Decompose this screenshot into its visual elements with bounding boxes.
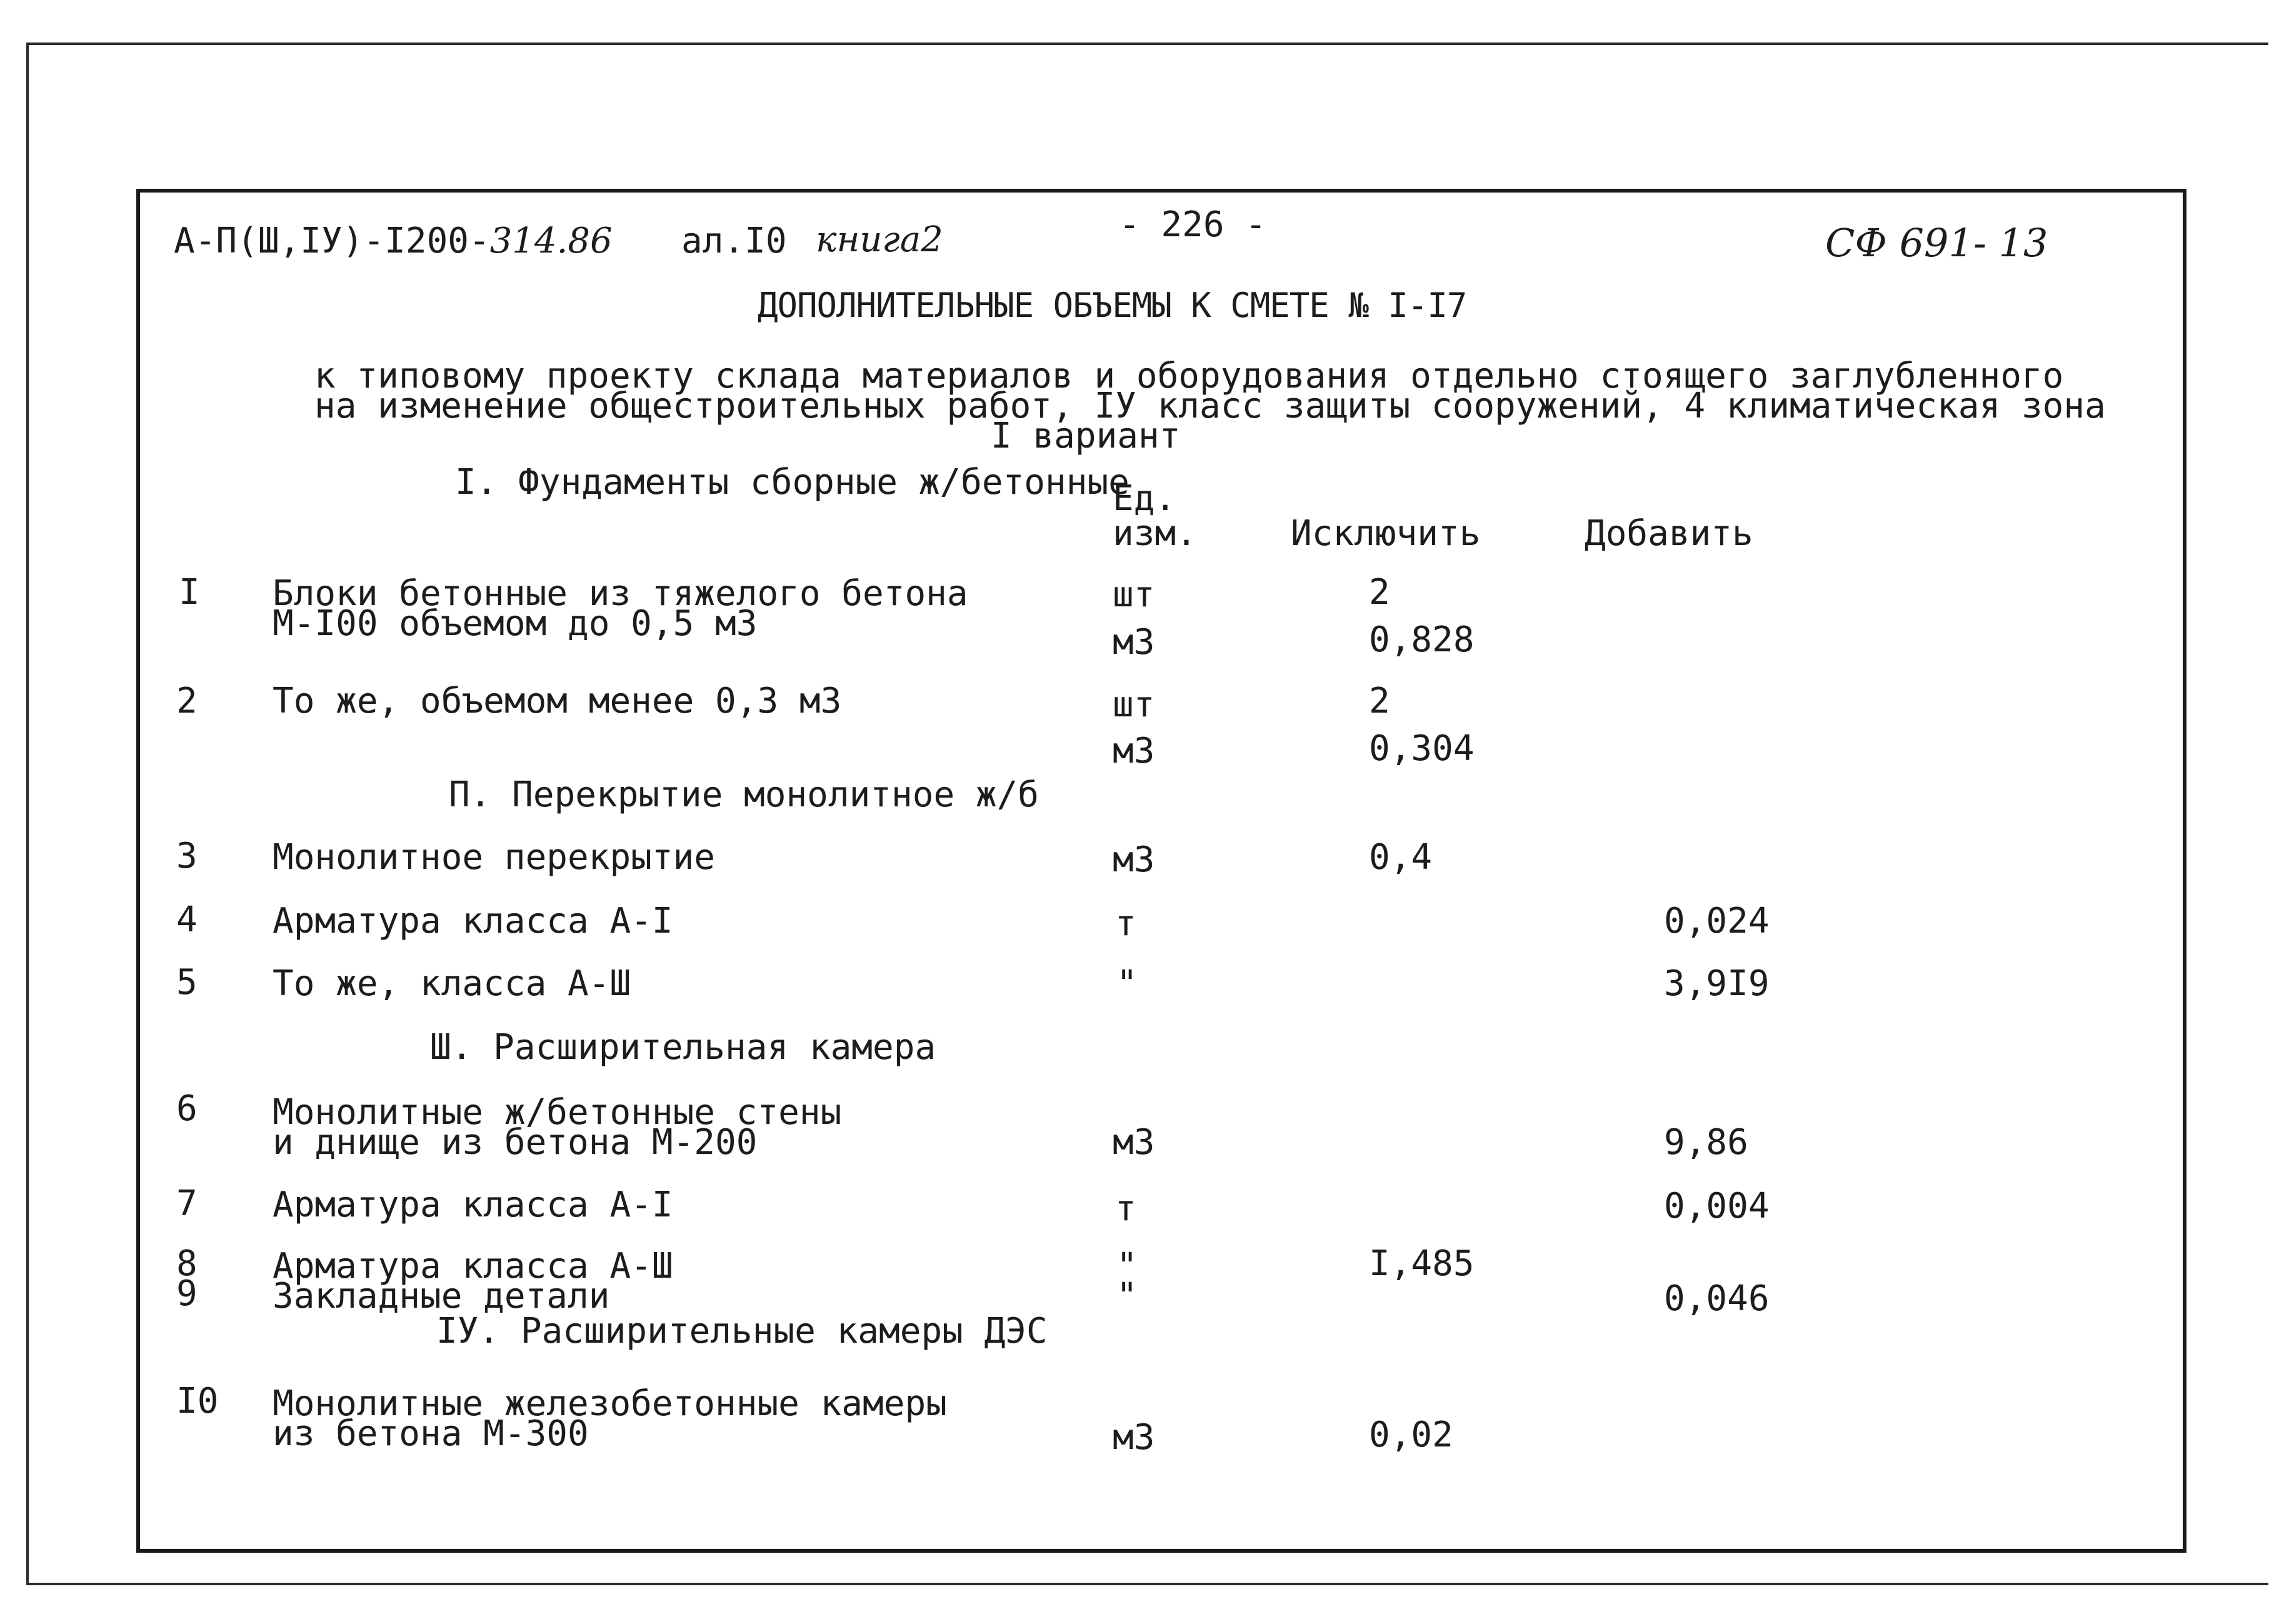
section-heading: IУ. Расширительные камеры ДЭС <box>436 1311 1048 1351</box>
subtitle-line-1: к типовому проекту склада материалов и оборудования отдельно стоящего заглубленного <box>314 356 2064 396</box>
item-name: Монолитное перекрытие <box>273 837 716 878</box>
item-name: и днище из бетона М-200 <box>273 1122 758 1163</box>
add-value: 3,9I9 <box>1664 963 1770 1004</box>
item-name: То же, объемом менее 0,3 м3 <box>273 681 842 721</box>
document-code-handwritten: 314.86 <box>489 221 613 261</box>
item-name: М-I00 объемом до 0,5 м3 <box>273 603 758 644</box>
unit: м3 <box>1113 731 1155 771</box>
row-number: I <box>179 572 200 613</box>
exclude-value: 0,02 <box>1369 1415 1453 1455</box>
section-heading: Ш. Расширительная камера <box>430 1027 936 1068</box>
exclude-value: 2 <box>1369 572 1390 613</box>
item-name: То же, класса А-Ш <box>273 963 631 1004</box>
book-number: книга2 <box>816 219 943 260</box>
add-value: 0,046 <box>1664 1278 1770 1319</box>
exclude-value: 0,828 <box>1369 619 1475 660</box>
exclude-value: 0,4 <box>1369 837 1433 878</box>
unit-header-line-2: изм. <box>1113 513 1197 554</box>
row-number: I0 <box>176 1381 219 1421</box>
subtitle-line-2: на изменение общестроительных работ, IУ класс защиты сооружений, 4 климатическая зона <box>314 386 2106 426</box>
exclude-value: I,485 <box>1369 1243 1475 1284</box>
subtitle-line-3: I вариант <box>991 416 1181 456</box>
item-name: из бетона М-300 <box>273 1413 589 1454</box>
row-number: 9 <box>176 1273 198 1314</box>
row-number: 8 <box>176 1243 198 1284</box>
exclude-header: Исключить <box>1291 513 1481 554</box>
item-name: Монолитные железобетонные камеры <box>273 1383 947 1424</box>
unit: т <box>1115 1188 1136 1229</box>
item-name: Закладные детали <box>273 1276 610 1316</box>
archive-stamp: СФ 691- 13 <box>1825 220 2048 266</box>
unit: " <box>1116 1276 1138 1316</box>
row-number: 2 <box>176 681 198 721</box>
add-header: Добавить <box>1585 513 1753 554</box>
exclude-value: 0,304 <box>1369 728 1475 769</box>
album-number: ал.I0 <box>681 221 787 261</box>
unit: " <box>1116 963 1138 1004</box>
page-number: - 226 - <box>1119 204 1267 245</box>
item-name: Блоки бетонные из тяжелого бетона <box>273 573 968 614</box>
document-code-printed: А-П(Ш,IУ)-I200- <box>174 221 490 261</box>
row-number: 7 <box>176 1183 198 1224</box>
document-title: ДОПОЛНИТЕЛЬНЫЕ ОБЪЕМЫ К СМЕТЕ № I-I7 <box>758 286 1467 325</box>
add-value: 0,024 <box>1664 901 1770 941</box>
unit: шт <box>1113 574 1155 615</box>
unit-header-line-1: Ед. <box>1113 478 1176 519</box>
section-heading: I. Фундаменты сборные ж/бетонные <box>455 462 1129 503</box>
section-heading: П. Перекрытие монолитное ж/б <box>449 774 1039 815</box>
add-value: 0,004 <box>1664 1186 1770 1226</box>
row-number: 4 <box>176 900 198 940</box>
unit: шт <box>1113 684 1155 725</box>
document-code <box>174 221 613 261</box>
exclude-value: 2 <box>1369 681 1390 721</box>
item-name: Арматура класса А-I <box>273 901 673 941</box>
row-number: 3 <box>176 836 198 876</box>
unit: м3 <box>1113 1417 1155 1458</box>
add-value: 9,86 <box>1664 1122 1748 1163</box>
unit: т <box>1115 903 1136 944</box>
unit: м3 <box>1113 622 1155 663</box>
item-name: Арматура класса А-I <box>273 1185 673 1225</box>
item-name: Монолитные ж/бетонные стены <box>273 1092 842 1133</box>
row-number: 6 <box>176 1088 198 1129</box>
item-name: Арматура класса А-Ш <box>273 1246 673 1286</box>
unit: " <box>1116 1246 1138 1286</box>
unit: м3 <box>1113 840 1155 880</box>
unit: м3 <box>1113 1122 1155 1163</box>
row-number: 5 <box>176 962 198 1003</box>
